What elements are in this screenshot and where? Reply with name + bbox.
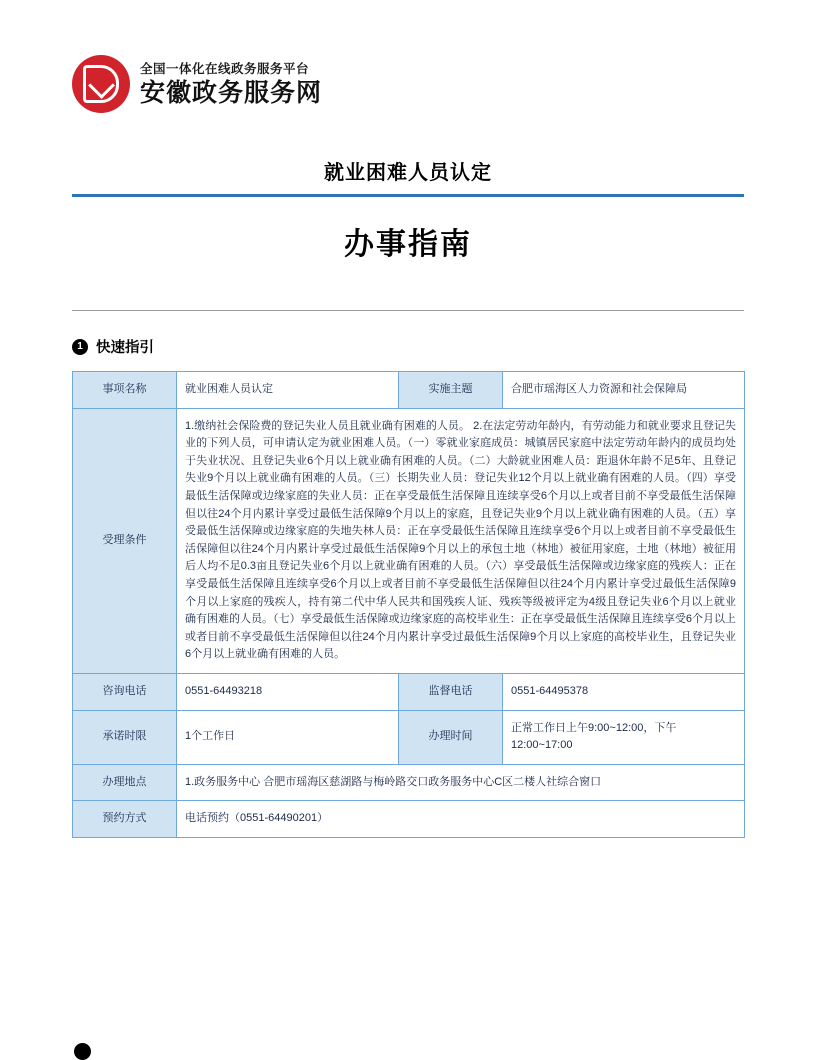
- page-title: 就业困难人员认定: [324, 162, 492, 184]
- condition-value: 1.缴纳社会保险费的登记失业人员且就业确有困难的人员。 2.在法定劳动年龄内，有劳动能力和就业要求且登记失业的下列人员，可申请认定为就业困难人员。（一）零就业家庭成员：城镇居民家庭中法定劳动年龄内的成员均处于失业状况、且登记失业6个月以上就业确有困难的人员。（二）大龄就业困难人员：距退休年龄不足5年、且登记失业9个月以上就业确有困难的人员。（三）长期失业人员：登记失业12个月以上就业确有困难的人员。（四）享受最低生活保障或边缘家庭的失业人员：正在享受最低生活保障且连续享受6个月以上或者目前不享受最低生活保障但以往24个月内累计享受过最低生活保障9个月以上的家庭，且登记失业9个月以上就业确有困难的人员。（五）享受最低生活保障或边缘家庭的失地失林人员：正在享受最低生活保障且连续享受6个月以上或者目前不享受最低生活保障但以往24个月内累计享受过最低生活保障9个月以上的承包土地（林地）被征用家庭，土地（林地）被征用后人均不足0.3亩且登记失业6个月以上就业确有困难的人员。（六）享受最低生活保障或边缘家庭的残疾人：正在享受最低生活保障且连续享受6个月以上或者目前不享受最低生活保障但以往24个月内累计享受过最低生活保障9个月以上家庭的残疾人，持有第二代中华人民共和国残疾人证、残疾等级被评定为4级且登记失业6个月以上就业确有困难的人员。（七）享受最低生活保障或边缘家庭的高校毕业生：正在享受最低生活保障且连续享受6个月以上或者目前不享受最低生活保障但以往24个月内累计享受过最低生活保障9个月以上家庭的高校毕业生，且登记失业6个月以上就业确有困难的人员。: [177, 408, 745, 673]
- promise-value: 1个工作日: [177, 710, 399, 764]
- logo-subtitle: 全国一体化在线政务服务平台: [140, 62, 310, 76]
- section-number-badge: 1: [72, 339, 88, 355]
- page-subtitle: 办事指南: [344, 228, 472, 261]
- consult-phone-value: 0551-64493218: [177, 673, 399, 710]
- office-hours-value: 正常工作日上午9:00~12:00，下午12:00~17:00: [503, 710, 745, 764]
- supervise-phone-label: 监督电话: [399, 673, 503, 710]
- condition-label: 受理条件: [73, 408, 177, 673]
- logo-title: 安徽政务服务网: [140, 79, 323, 107]
- logo-text: [140, 60, 322, 108]
- item-name-value: 就业困难人员认定: [177, 372, 399, 409]
- next-section-bullet: [74, 1043, 91, 1060]
- table-row: [73, 372, 745, 409]
- location-value: 1.政务服务中心 合肥市瑶海区慈湖路与梅岭路交口政务服务中心C区二楼人社综合窗口: [177, 764, 745, 801]
- appointment-value: 电话预约（0551-64490201）: [177, 801, 745, 838]
- item-name-label: 事项名称: [73, 372, 177, 409]
- subject-value: 合肥市瑶海区人力资源和社会保障局: [503, 372, 745, 409]
- table-row: [73, 764, 745, 801]
- table-row: [73, 673, 745, 710]
- guide-info-table: [72, 371, 745, 838]
- supervise-phone-value: 0551-64495378: [503, 673, 745, 710]
- section-divider: [72, 310, 744, 311]
- section-heading: [72, 336, 744, 357]
- table-row: [73, 408, 745, 673]
- section-title: 快速指引: [96, 340, 154, 356]
- anhui-gov-seal-icon: [72, 55, 130, 113]
- consult-phone-label: 咨询电话: [73, 673, 177, 710]
- table-row: [73, 801, 745, 838]
- office-hours-label: 办理时间: [399, 710, 503, 764]
- title-divider: [72, 194, 744, 197]
- promise-label: 承诺时限: [73, 710, 177, 764]
- table-row: [73, 710, 745, 764]
- site-logo: [72, 0, 744, 120]
- appointment-label: 预约方式: [73, 801, 177, 838]
- location-label: 办理地点: [73, 764, 177, 801]
- subject-label: 实施主题: [399, 372, 503, 409]
